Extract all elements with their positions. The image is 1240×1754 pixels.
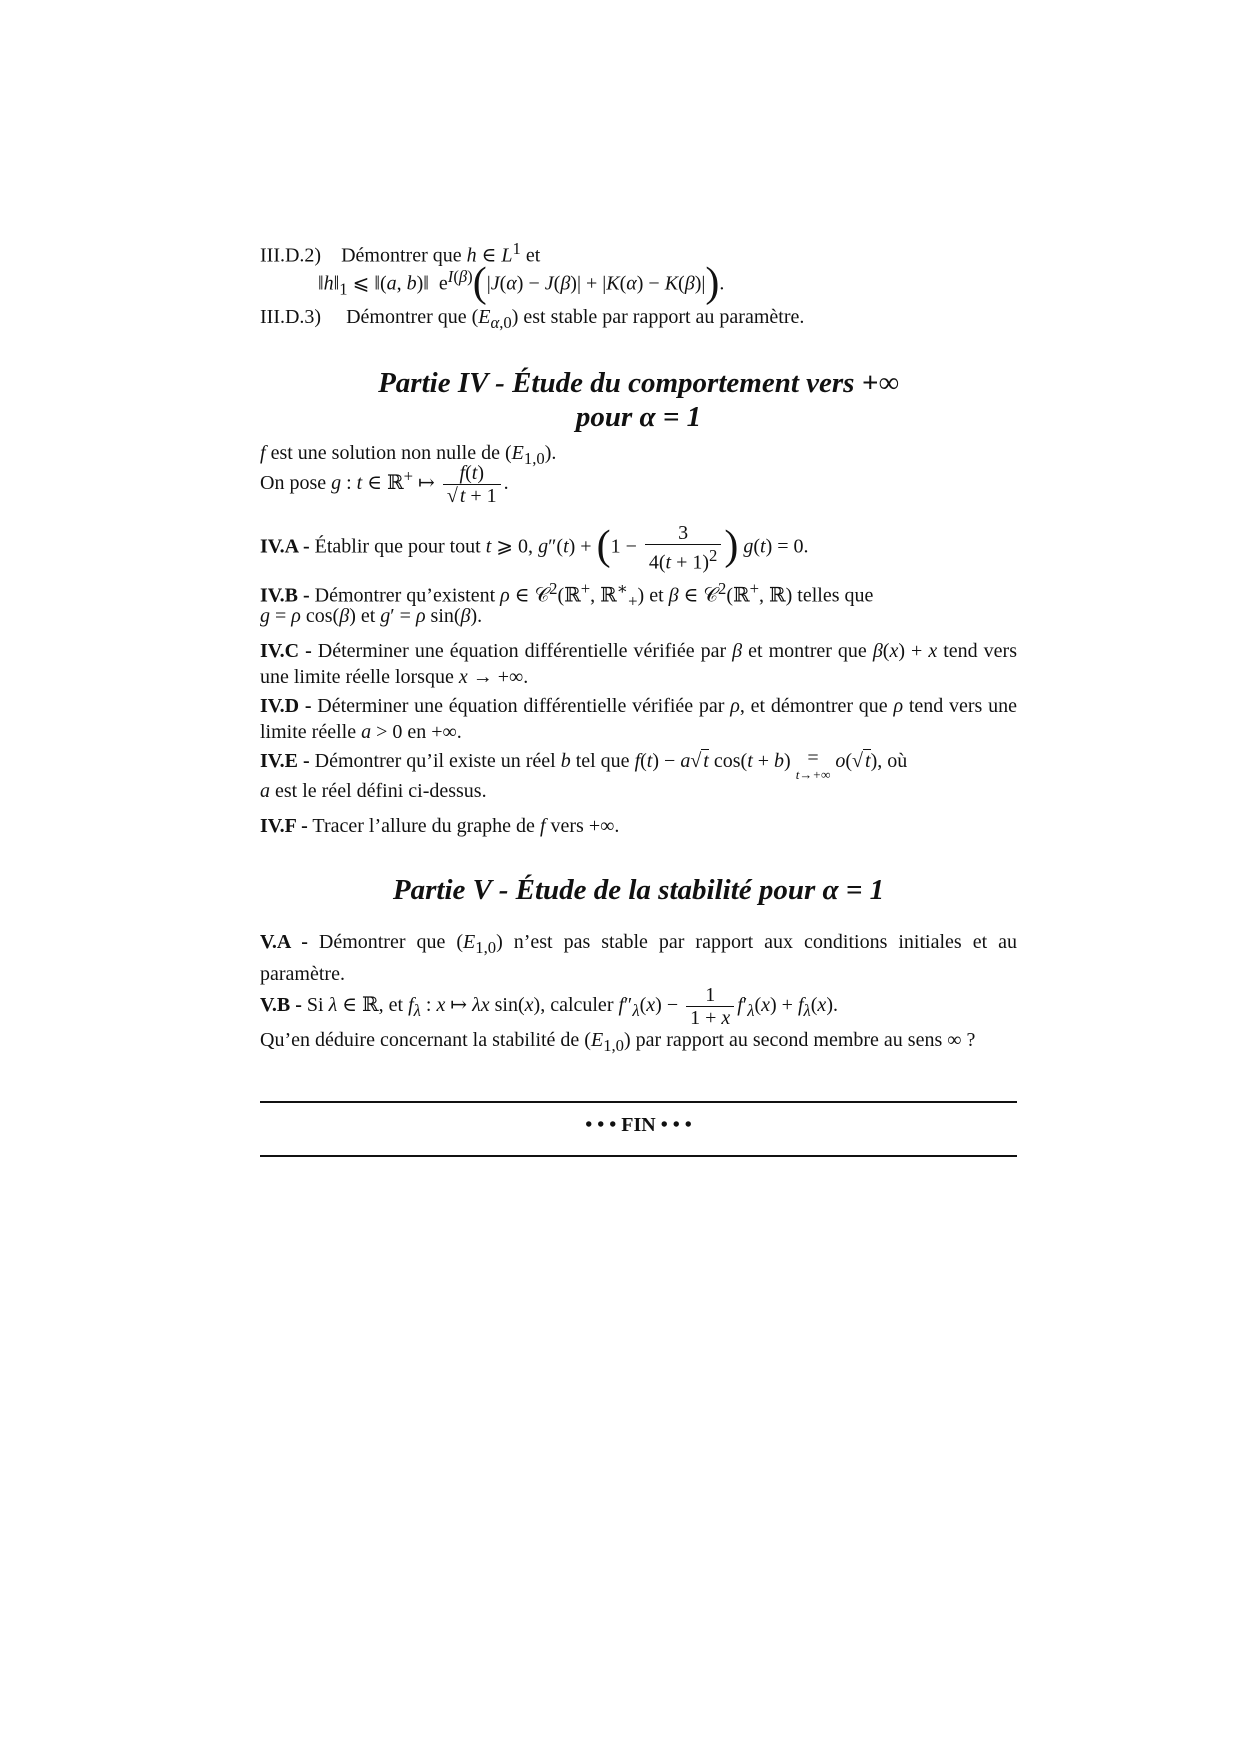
part-iv-title <box>260 366 1017 434</box>
question-label: IV.F - <box>260 815 308 837</box>
question-iv-d: IV.D - Déterminer une équation différentielle vérifiée par ρ, et démontrer que ρ tend vers une limite réelle a > 0 en +∞. <box>260 695 1017 743</box>
question-iv-b-line1: IV.B - Démontrer qu’existent ρ ∈ 𝒞$^2$(ℝ+, ℝ∗$_+$) et β ∈ 𝒞$^2$(ℝ+, ℝ) telles que <box>260 579 874 611</box>
question-label: V.B - <box>260 994 302 1017</box>
part-iv-intro2: On pose g : t ∈ ℝ+ ↦ $\frac{f(t)}{√ t + 1}$ . <box>260 462 509 507</box>
question-3d2: III.D.2) Démontrer que h ∈ $L^1$ et <box>260 239 541 267</box>
part-iv-intro1: f est une solution non nulle de $(E_{1,0})$. <box>260 442 557 468</box>
inequality-3d2: $‖h‖_1$ ⩽ ‖(a, b)‖ $e^{I(\beta)}(|J(\alpha) - J(\beta)| + |K(\alpha) - K(\beta)|)$. <box>318 260 725 307</box>
question-iv-e-line2: a est le réel défini ci-dessus. <box>260 780 487 802</box>
question-label: III.D.3) <box>260 306 322 328</box>
question-3d3: III.D.3) Démontrer que $(E_{\alpha,0})$ est stable par rapport au paramètre. <box>260 306 805 332</box>
footer-rule-bottom <box>260 1155 1017 1157</box>
question-v-b: V.B - Si λ ∈ ℝ, et $f_\lambda$ : x ↦ λx sin(x), calculer $f''_\lambda(x)$ − $\frac{1}{1 + x}$ $f'_\lambda(x) + f_\lambda(x)$. <box>260 984 838 1029</box>
question-label: IV.C - <box>260 640 312 662</box>
question-label: IV.D - <box>260 695 312 717</box>
part-iv-title-line2: pour α = 1 <box>575 401 702 433</box>
question-iv-e-line1: IV.E - Démontrer qu’il existe un réel b tel que f(t) − a√ t cos(t + b) = t→+∞ o(√ t), où <box>260 747 908 782</box>
question-label: III.D.2) <box>260 244 322 267</box>
question-iv-c: IV.C - Déterminer une équation différentielle vérifiée par β et montrer que β(x) + x tend vers une limite réelle lorsque x → +∞. <box>260 640 1017 688</box>
question-v-b-question: Qu’en déduire concernant la stabilité de $(E_{1,0})$ par rapport au second membre au sens ∞ ? <box>260 1029 976 1055</box>
fin-marker: • • • FIN • • • <box>585 1114 692 1136</box>
question-iv-f: IV.F - Tracer l’allure du graphe de f vers +∞. <box>260 815 620 837</box>
part-iv-title-line1: Partie IV - Étude du comportement vers +∞ <box>378 367 899 399</box>
footer-rule-top <box>260 1101 1017 1103</box>
question-iv-a: IV.A - Établir que pour tout t ⩾ 0, g″(t) + (1 − $\frac{3}{4(t + 1)^2}$ ) g(t) = 0. <box>260 522 809 574</box>
question-label: IV.B - <box>260 584 310 607</box>
part-v-title: Partie V - Étude de la stabilité pour α = 1 <box>392 874 885 906</box>
question-label: IV.A - <box>260 535 310 558</box>
question-label: IV.E - <box>260 750 310 772</box>
question-v-a: V.A - Démontrer que $(E_{1,0})$ n’est pas stable par rapport aux conditions initiales et au paramètre. <box>260 931 1017 985</box>
question-label: V.A - <box>260 931 308 953</box>
question-iv-b-line2: g = ρ cos(β) et g′ = ρ sin(β). <box>260 605 483 627</box>
